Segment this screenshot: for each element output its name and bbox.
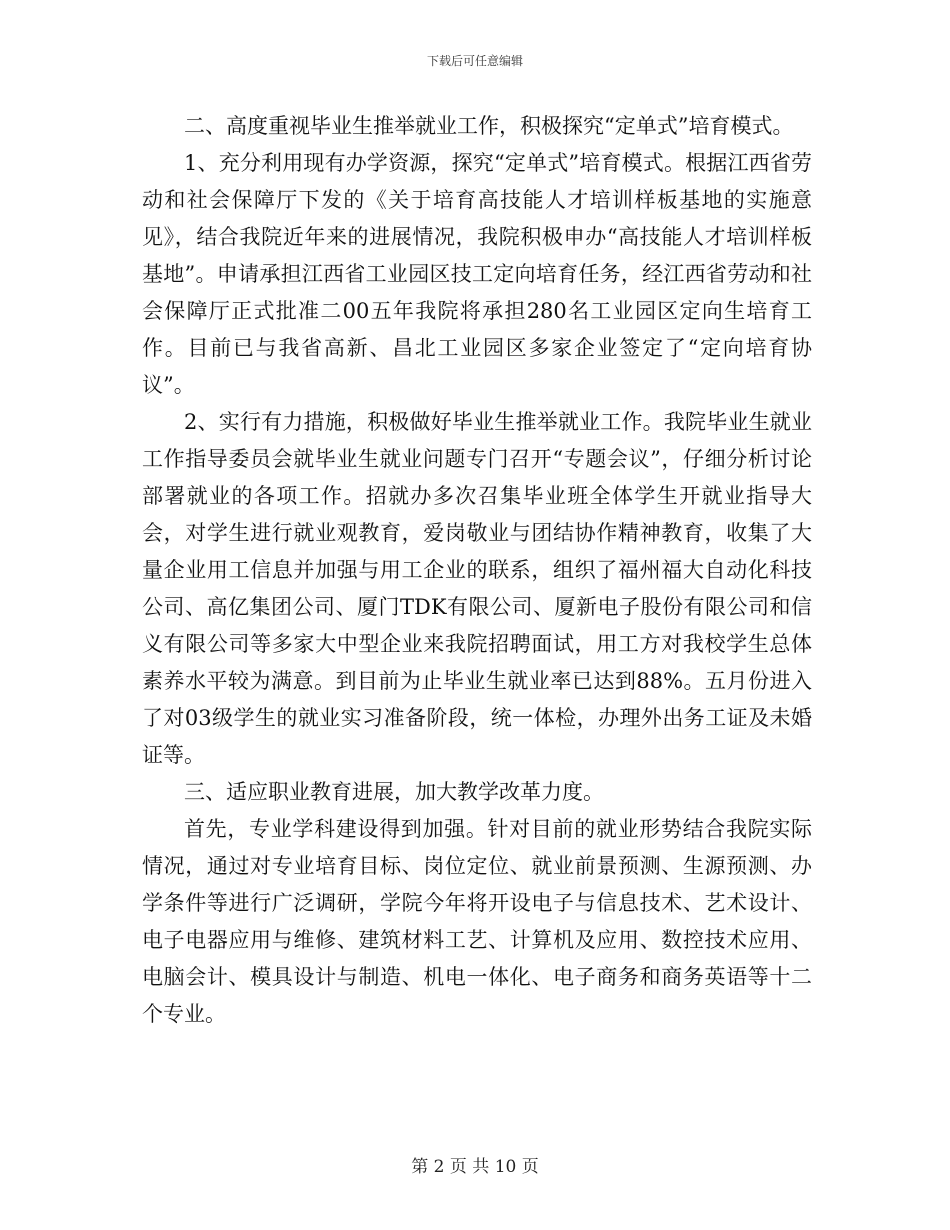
paragraph-item-1: 1、充分利用现有办学资源，探究“定单式”培育模式。根据江西省劳动和社会保障厅下发的《关于培育高技能人才培训样板基地的实施意见》，结合我院近年来的进展情况，我院积极申办“高技能人才培训样板基地”。申请承担江西省工业园区技工定向培育任务，经江西省劳动和社会保障厅正式批准二00五年我院将承担280名工业园区定向生培育工作。目前已与我省高新、昌北工业园区多家企业签定了“定向培育协议”。 [142, 151, 812, 397]
page-number-footer: 第 2 页 共 10 页 [411, 1157, 539, 1177]
paragraph-first-point: 首先，专业学科建设得到加强。针对目前的就业形势结合我院实际情况，通过对专业培育目标、岗位定位、就业前景预测、生源预测、办学条件等进行广泛调研，学院今年将开设电子与信息技术、艺术设计、电子电器应用与维修、建筑材料工艺、计算机及应用、数控技术应用、电脑会计、模具设计与制造、机电一体化、电子商务和商务英语等十二个专业。 [142, 817, 812, 1026]
paragraph-section-3-heading: 三、适应职业教育进展，加大教学改革力度。 [184, 780, 604, 804]
paragraph-item-2: 2、实行有力措施，积极做好毕业生推举就业工作。我院毕业生就业工作指导委员会就毕业生就业问题专门召开“专题会议”，仔细分析讨论部署就业的各项工作。招就办多次召集毕业班全体学生开就业指导大会，对学生进行就业观教育，爱岗敬业与团结协作精神教育，收集了大量企业用工信息并加强与用工企业的联系，组织了福州福大自动化科技公司、高亿集团公司、厦门TDK有限公司、厦新电子股份有限公司和信义有限公司等多家大中型企业来我院招聘面试，用工方对我校学生总体素养水平较为满意。到目前为止毕业生就业率已达到88%。五月份进入了对03级学生的就业实习准备阶段，统一体检，办理外出务工证及未婚证等。 [142, 410, 812, 767]
document-body [142, 108, 812, 1033]
paragraph-section-2-heading: 二、高度重视毕业生推举就业工作，积极探究“定单式”培育模式。 [184, 114, 794, 138]
page-header: 下载后可任意编辑 [426, 54, 523, 68]
